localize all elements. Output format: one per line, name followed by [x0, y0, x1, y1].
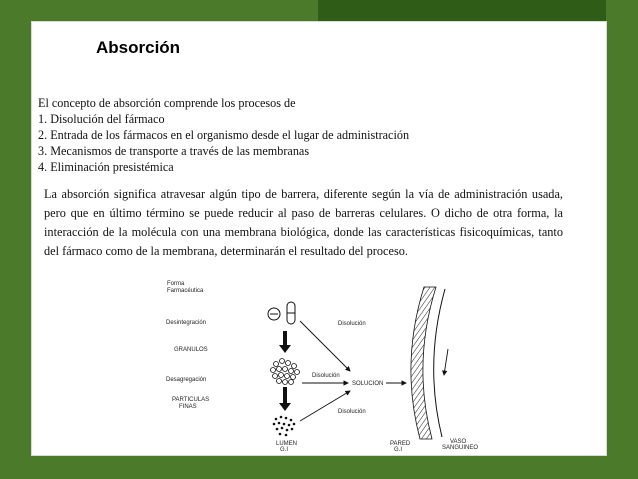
- process-list: [38, 95, 598, 175]
- label-forma: Forma: [167, 281, 185, 287]
- label-desintegracion: Desintegración: [166, 320, 207, 326]
- label-vaso: VASO: [450, 439, 467, 445]
- arrow-dissolution-bottom: [300, 391, 350, 421]
- label-solucion: SOLUCION: [352, 381, 384, 387]
- label-desagregacion: Desagregación: [166, 377, 207, 383]
- label-pared: PARED: [390, 441, 411, 447]
- fine-particles: [273, 416, 296, 437]
- arrow-dissolution-top: [300, 321, 350, 371]
- gi-wall: [411, 287, 436, 439]
- label-particulas: PARTICULAS: [172, 397, 210, 403]
- granules-cluster: [271, 359, 300, 385]
- slide: [31, 21, 607, 456]
- slide-title: Absorción: [96, 38, 181, 57]
- label-lumen: LUMEN: [276, 441, 298, 447]
- label-disolucion-mid: Disolución: [312, 373, 340, 379]
- label-disolucion-bottom: Disolución: [338, 409, 366, 415]
- label-granulos: GRANULOS: [174, 347, 208, 353]
- list-item: 2. Entrada de los fármacos en el organismo desde el lugar de administración: [38, 128, 410, 142]
- list-intro: El concepto de absorción comprende los procesos de: [38, 96, 296, 110]
- body-paragraph: La absorción significa atravesar algún tipo de barrera, diferente según la vía de administración usada, pero que en último término se puede reducir al paso de barreras celulares. O dicho de otra forma, la interacción de la molécula con una membrana biológica, donde las características fisicoquímicas, tanto del fármaco como de la membrana, determinarán el resultado del proceso.: [44, 187, 563, 258]
- label-lumen-gi: G.I: [280, 447, 289, 453]
- label-farmaceutica: Farmacéutica: [167, 288, 204, 294]
- blood-vessel-line: [434, 289, 445, 437]
- label-finas: FINAS: [179, 404, 197, 410]
- label-disolucion-top: Disolución: [338, 321, 366, 327]
- list-item: 4. Eliminación presistémica: [38, 160, 174, 174]
- arrow-blood-flow: [444, 349, 448, 375]
- list-item: 1. Disolución del fármaco: [38, 112, 165, 126]
- absorption-diagram: [162, 279, 492, 453]
- label-pared-gi: G.I: [394, 447, 403, 453]
- label-sanguineo: SANGUINEO: [442, 445, 479, 451]
- list-item: 3. Mecanismos de transporte a través de las membranas: [38, 144, 310, 158]
